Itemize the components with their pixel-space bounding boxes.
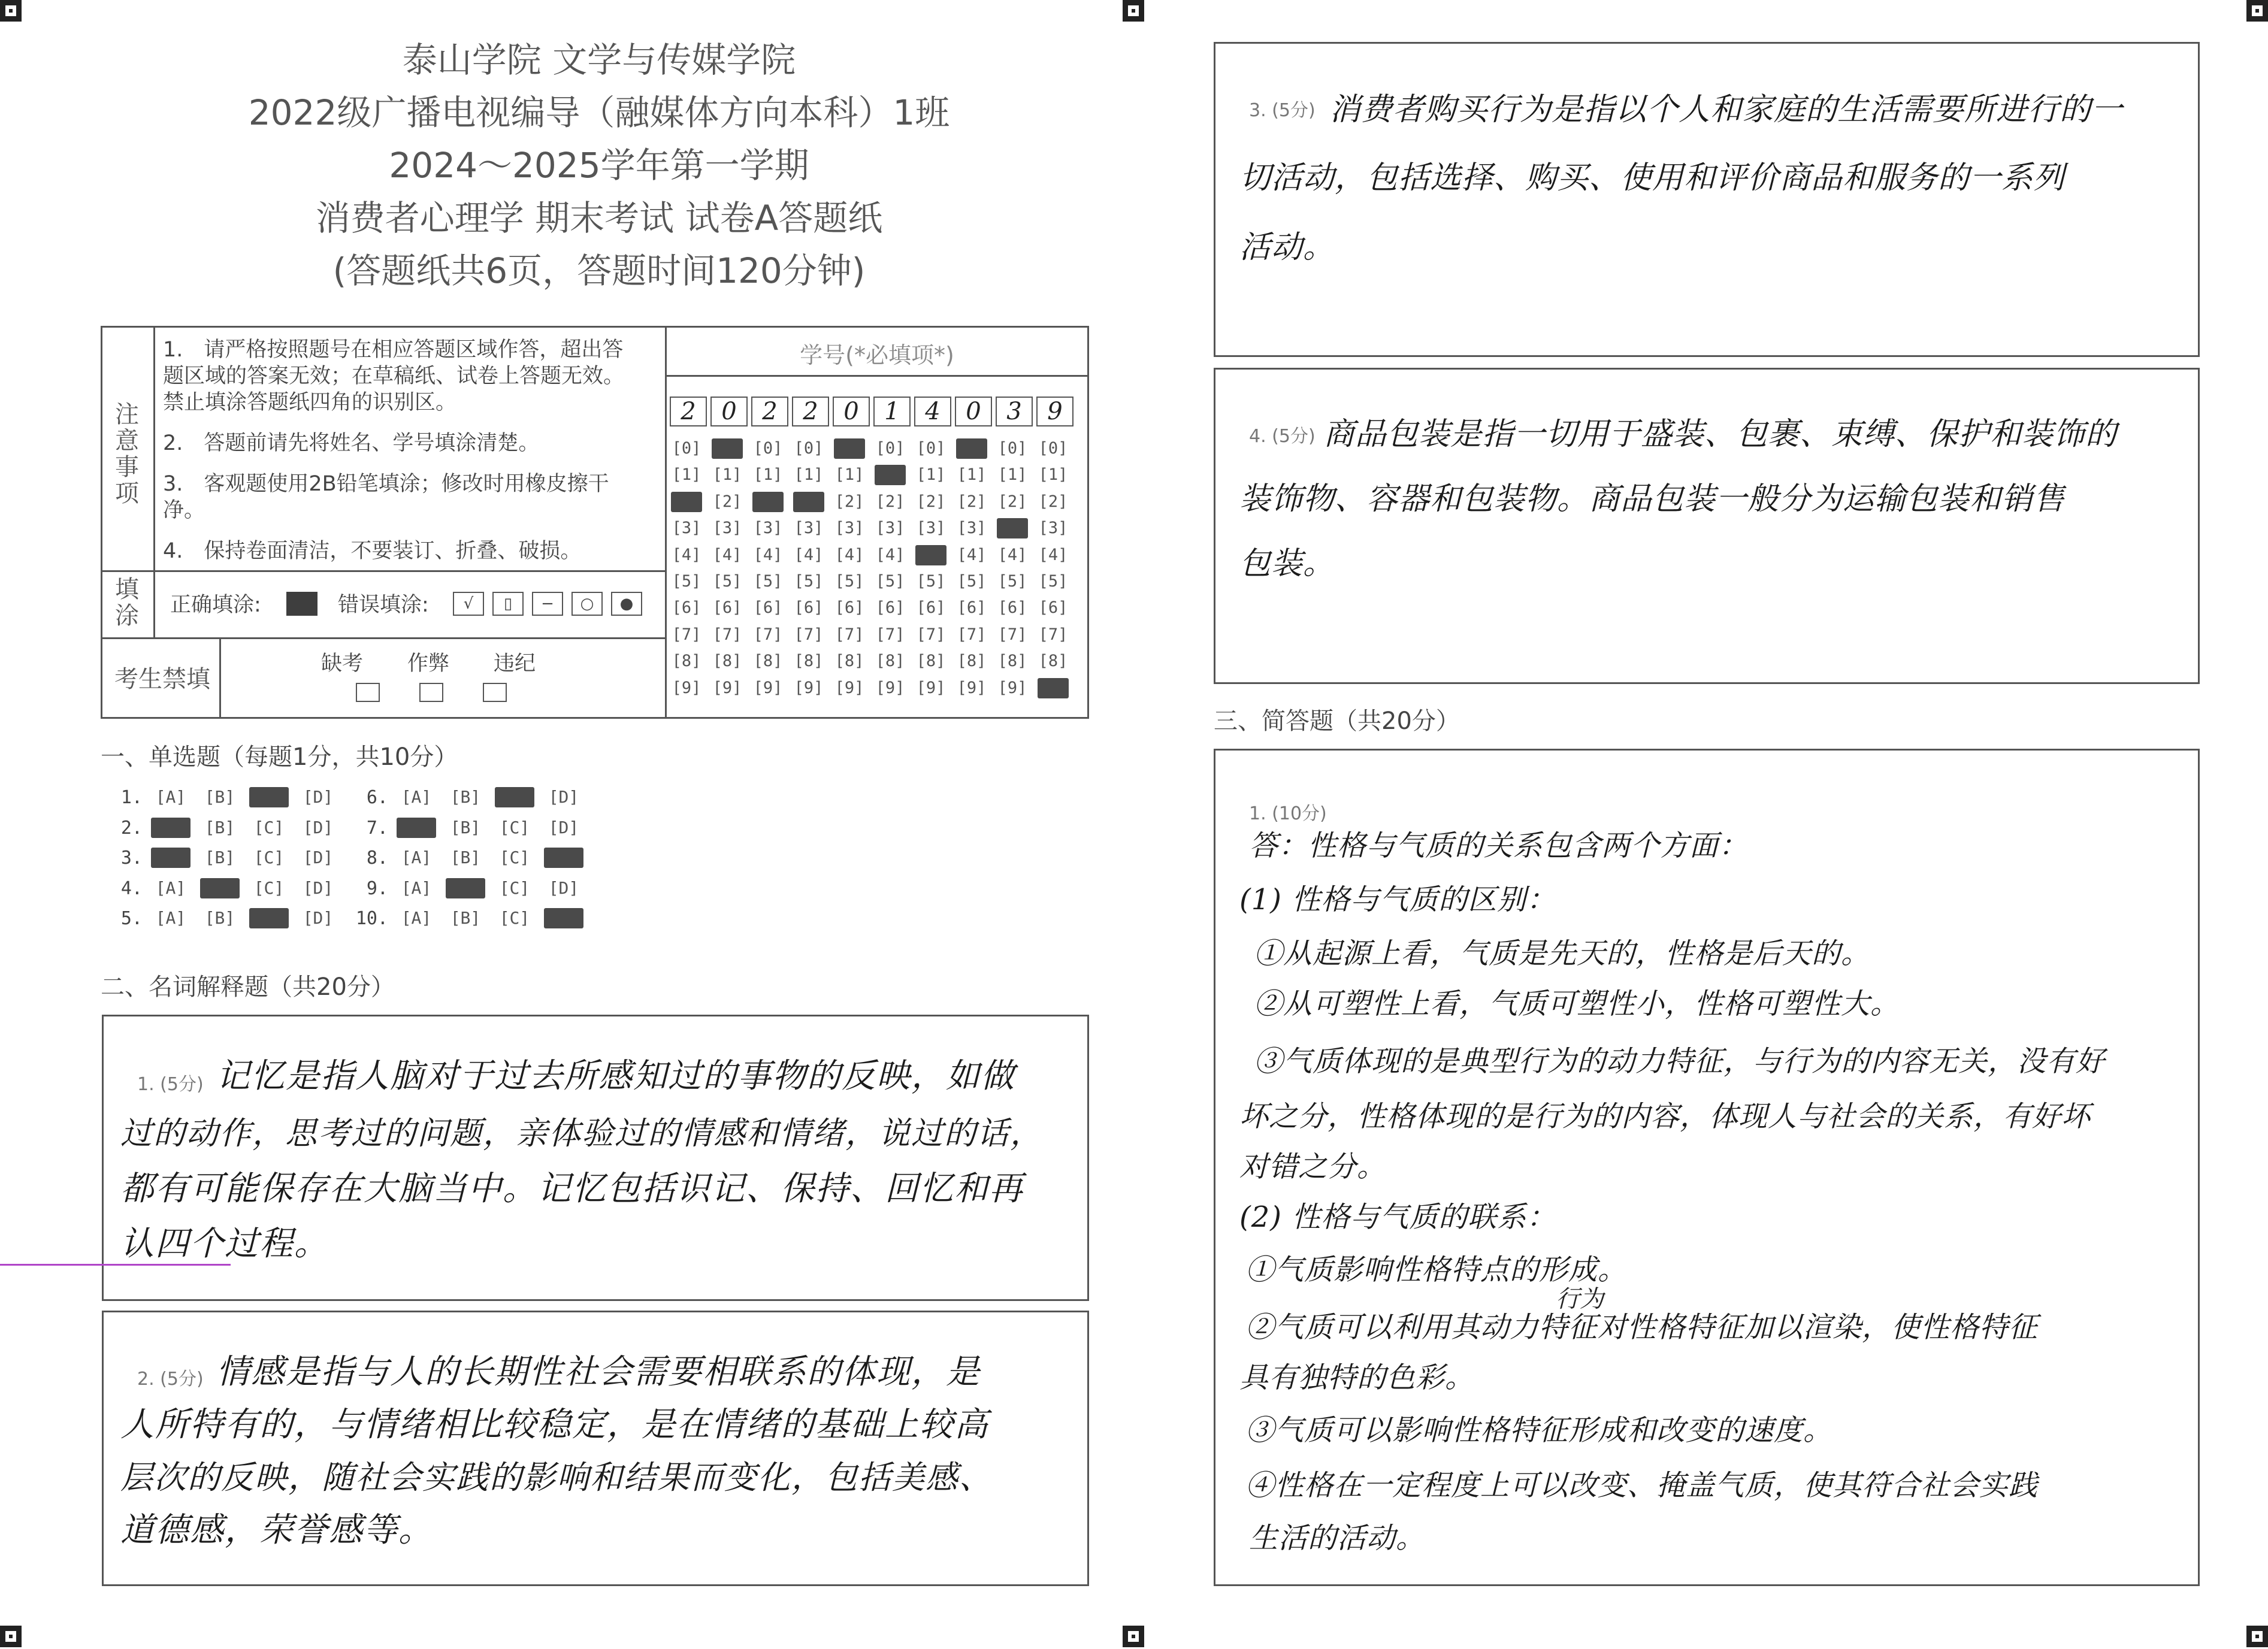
- forbidden-cheat-label: 作弊: [407, 652, 450, 676]
- student-id-bubble-c1-r3[interactable]: [3]: [672, 519, 701, 538]
- s2-q4-number: 4. (5分): [1249, 426, 1316, 447]
- student-id-bubble-c5-r6[interactable]: [6]: [834, 598, 864, 618]
- mc-q5-option-d[interactable]: [D]: [303, 908, 334, 928]
- student-id-bubble-c7-r2[interactable]: [2]: [916, 492, 946, 511]
- student-id-label: 学号(*必填项*): [800, 342, 954, 368]
- mc-q5-option-a[interactable]: [A]: [155, 908, 186, 928]
- student-id-bubble-c1-r8[interactable]: [8]: [672, 652, 701, 671]
- student-id-bubble-c2-r7[interactable]: [7]: [712, 625, 742, 644]
- header-line-info: (答题纸共6页，答题时间120分钟): [332, 250, 866, 291]
- student-id-bubble-c7-r1[interactable]: [1]: [916, 465, 946, 485]
- section1-title: 一、单选题（每题1分，共10分）: [101, 743, 458, 771]
- student-id-bubble-c1-r4[interactable]: [4]: [672, 545, 701, 564]
- student-id-bubble-c10-r7[interactable]: [7]: [1038, 625, 1068, 644]
- student-id-bubble-c5-r0[interactable]: [834, 438, 865, 459]
- fill-label: 填涂: [115, 576, 139, 630]
- student-id-bubble-c4-r4[interactable]: [4]: [794, 545, 824, 564]
- corner-marker-bottom-middle: [1123, 1626, 1144, 1647]
- s3-q1-line-4: ②从可塑性上看，气质可塑性小，性格可塑性大。: [1254, 987, 1900, 1021]
- mc-q9-option-d[interactable]: [D]: [548, 878, 579, 898]
- student-id-bubble-c6-r0[interactable]: [0]: [875, 439, 905, 458]
- student-id-bubble-c2-r8[interactable]: [8]: [712, 652, 742, 671]
- mc-q2-option-c[interactable]: [C]: [253, 817, 285, 837]
- student-id-digit-5: 0: [833, 397, 870, 426]
- mc-q2-option-b[interactable]: [B]: [204, 817, 235, 837]
- student-id-bubble-c2-r9[interactable]: [9]: [712, 678, 742, 697]
- student-id-bubble-c3-r7[interactable]: [7]: [753, 625, 783, 644]
- student-id-bubble-c3-r3[interactable]: [3]: [753, 519, 783, 538]
- mc-q10-option-d[interactable]: [544, 908, 583, 928]
- s2-q1-number: 1. (5分): [137, 1074, 204, 1095]
- student-id-bubble-c3-r9[interactable]: [9]: [753, 678, 783, 697]
- student-id-digit-1: 2: [670, 397, 707, 426]
- student-id-bubble-c6-r1[interactable]: [875, 465, 906, 485]
- s3-q1-line-14: 生活的活动。: [1249, 1521, 1426, 1555]
- student-id-bubble-c8-r2[interactable]: [2]: [957, 492, 987, 511]
- student-id-bubble-c2-r5[interactable]: [5]: [712, 572, 742, 591]
- s2-q4-line1: 商品包装是指一切用于盛装、包裹、束缚、保护和装饰的: [1323, 416, 2118, 452]
- mc-question-number-7: 7.: [366, 817, 388, 839]
- student-id-bubble-c6-r4[interactable]: [4]: [875, 545, 905, 564]
- student-id-bubble-c7-r9[interactable]: [9]: [916, 678, 946, 697]
- student-id-bubble-c2-r3[interactable]: [3]: [712, 519, 742, 538]
- student-id-bubble-c9-r4[interactable]: [4]: [997, 545, 1027, 564]
- corner-marker-top-middle: [1123, 0, 1144, 22]
- student-id-bubble-c9-r3[interactable]: [997, 518, 1028, 538]
- s3-q1-line-11: 具有独特的色彩。: [1239, 1361, 1475, 1394]
- student-id-bubble-c9-r8[interactable]: [8]: [997, 652, 1027, 671]
- mc-question-number-2: 2.: [120, 817, 143, 839]
- student-id-bubble-c6-r5[interactable]: [5]: [875, 572, 905, 591]
- mc-q2-option-d[interactable]: [D]: [303, 817, 334, 837]
- student-id-bubble-c10-r2[interactable]: [2]: [1038, 492, 1068, 511]
- student-id-bubble-c6-r8[interactable]: [8]: [875, 652, 905, 671]
- mc-q3-option-d[interactable]: [D]: [303, 848, 334, 867]
- header-line-class: 2022级广播电视编导（融媒体方向本科）1班: [248, 92, 950, 133]
- s3-q1-line-5: ③气质体现的是典型行为的动力特征，与行为的内容无关，没有好: [1254, 1045, 2106, 1078]
- mc-q8-option-b[interactable]: [B]: [450, 848, 481, 867]
- s2-q2-line2: 人所特有的，与情绪相比较稳定，是在情绪的基础上较高: [120, 1405, 989, 1444]
- student-id-bubble-c2-r4[interactable]: [4]: [712, 545, 742, 564]
- student-id-bubble-c5-r5[interactable]: [5]: [834, 572, 864, 591]
- student-id-bubble-c2-r0[interactable]: [712, 438, 743, 459]
- student-id-bubble-c5-r1[interactable]: [1]: [834, 465, 864, 485]
- s3-q1-insert-note: 行为: [1556, 1285, 1604, 1313]
- student-id-bubble-c10-r6[interactable]: [6]: [1038, 598, 1068, 618]
- student-id-bubble-c8-r9[interactable]: [9]: [957, 678, 987, 697]
- answer-box-s2-q1[interactable]: [102, 1015, 1089, 1301]
- correct-fill-sample: [286, 592, 317, 616]
- student-id-bubble-c9-r2[interactable]: [2]: [997, 492, 1027, 511]
- mc-question-number-9: 9.: [366, 878, 388, 899]
- mc-q1-option-a[interactable]: [A]: [155, 787, 186, 807]
- corner-marker-top-left: [0, 0, 22, 22]
- student-id-bubble-c8-r0[interactable]: [956, 438, 987, 459]
- student-id-bubble-c9-r7[interactable]: [7]: [997, 625, 1027, 644]
- mc-q10-option-b[interactable]: [B]: [450, 908, 481, 928]
- s2-q4-line3: 包装。: [1239, 546, 1335, 582]
- student-id-bubble-c5-r9[interactable]: [9]: [834, 678, 864, 697]
- student-id-bubble-c3-r5[interactable]: [5]: [753, 572, 783, 591]
- corner-marker-bottom-left: [0, 1626, 22, 1647]
- student-id-bubble-c4-r3[interactable]: [3]: [794, 519, 824, 538]
- forbidden-absent-label: 缺考: [321, 652, 364, 676]
- student-id-bubble-c1-r5[interactable]: [5]: [672, 572, 701, 591]
- student-id-bubble-c1-r2[interactable]: [671, 492, 702, 512]
- mc-q10-option-c[interactable]: [C]: [499, 908, 530, 928]
- student-id-bubble-c4-r6[interactable]: [6]: [794, 598, 824, 618]
- student-id-bubble-c7-r5[interactable]: [5]: [916, 572, 946, 591]
- mc-q8-option-a[interactable]: [A]: [401, 848, 432, 867]
- mc-q8-option-d[interactable]: [544, 848, 583, 868]
- student-id-bubble-c4-r0[interactable]: [0]: [794, 439, 824, 458]
- notice-item-1: 1. 请严格按照题号在相应答题区域作答，超出答题区域的答案无效；在草稿纸、试卷上答题无效。禁止填涂答题纸四角的识别区。: [163, 338, 625, 414]
- corner-marker-top-right: [2246, 0, 2268, 22]
- mc-q7-option-a[interactable]: [397, 818, 436, 838]
- s2-q3-number: 3. (5分): [1249, 100, 1316, 121]
- wrong-fill-label: 错误填涂:: [338, 593, 429, 617]
- mc-q6-option-d[interactable]: [D]: [548, 787, 579, 807]
- mc-q3-option-b[interactable]: [B]: [204, 848, 235, 867]
- s2-q1-line3: 都有可能保存在大脑当中。记忆包括识记、保持、回忆和再: [120, 1169, 1024, 1208]
- mc-q9-option-b[interactable]: [446, 878, 485, 898]
- student-id-bubble-c6-r7[interactable]: [7]: [875, 625, 905, 644]
- student-id-bubble-c2-r2[interactable]: [2]: [712, 492, 742, 511]
- section2-title: 二、名词解释题（共20分）: [101, 973, 395, 1001]
- student-id-bubble-c7-r3[interactable]: [3]: [916, 519, 946, 538]
- mc-q6-option-b[interactable]: [B]: [450, 787, 481, 807]
- mc-q9-option-a[interactable]: [A]: [401, 878, 432, 898]
- mc-q1-option-d[interactable]: [D]: [303, 787, 334, 807]
- student-id-bubble-c10-r1[interactable]: [1]: [1038, 465, 1068, 485]
- student-id-bubble-c4-r1[interactable]: [1]: [794, 465, 824, 485]
- student-id-bubble-c9-r6[interactable]: [6]: [997, 598, 1027, 618]
- s2-q3-line1: 消费者购买行为是指以个人和家庭的生活需要所进行的一: [1329, 92, 2124, 128]
- student-id-bubble-c10-r4[interactable]: [4]: [1038, 545, 1068, 564]
- correct-fill-label: 正确填涂:: [170, 593, 261, 617]
- student-id-bubble-c2-r1[interactable]: [1]: [712, 465, 742, 485]
- student-id-bubble-c3-r2[interactable]: [752, 492, 784, 512]
- student-id-bubble-c7-r0[interactable]: [0]: [916, 439, 946, 458]
- student-id-digit-2: 0: [710, 397, 748, 426]
- s3-q1-number: 1. (10分): [1249, 803, 1327, 824]
- mc-question-number-8: 8.: [366, 848, 388, 869]
- wrong-fill-dot: ●: [611, 592, 642, 616]
- student-id-bubble-c8-r8[interactable]: [8]: [957, 652, 987, 671]
- mc-question-number-1: 1.: [120, 787, 143, 808]
- student-id-bubble-c9-r0[interactable]: [0]: [997, 439, 1027, 458]
- header-line-school: 泰山学院 文学与传媒学院: [402, 40, 796, 80]
- student-id-bubble-c1-r1[interactable]: [1]: [672, 465, 701, 485]
- student-id-digit-6: 1: [873, 397, 911, 426]
- header-line-term: 2024～2025学年第一学期: [389, 145, 809, 186]
- s3-q1-line-10: ②气质可以利用其动力特征对性格特征加以渲染，使性格特征: [1245, 1311, 2039, 1344]
- student-id-bubble-c2-r6[interactable]: [6]: [712, 598, 742, 618]
- student-id-bubble-c9-r9[interactable]: [9]: [997, 678, 1027, 697]
- stray-pen-line: [0, 1264, 231, 1266]
- student-id-bubble-c10-r0[interactable]: [0]: [1038, 439, 1068, 458]
- student-id-bubble-c4-r7[interactable]: [7]: [794, 625, 824, 644]
- mc-q7-option-b[interactable]: [B]: [450, 817, 481, 837]
- student-id-bubble-c7-r6[interactable]: [6]: [916, 598, 946, 618]
- student-id-bubble-c10-r3[interactable]: [3]: [1038, 519, 1068, 538]
- s3-q1-line-2: (1) 性格与气质的区别：: [1239, 883, 1556, 916]
- mc-q4-option-c[interactable]: [C]: [253, 878, 285, 898]
- student-id-bubble-c8-r5[interactable]: [5]: [957, 572, 987, 591]
- student-id-bubble-c3-r6[interactable]: [6]: [753, 598, 783, 618]
- student-id-bubble-c1-r9[interactable]: [9]: [672, 678, 701, 697]
- s2-q1-line4: 认四个过程。: [120, 1224, 329, 1263]
- student-id-bubble-c6-r2[interactable]: [2]: [875, 492, 905, 511]
- student-id-bubble-c6-r9[interactable]: [9]: [875, 678, 905, 697]
- student-id-bubble-c7-r8[interactable]: [8]: [916, 652, 946, 671]
- forbidden-cheat-checkbox[interactable]: [419, 683, 443, 702]
- answer-box-s2-q3[interactable]: [1214, 42, 2200, 357]
- answer-box-s2-q4[interactable]: [1214, 368, 2200, 684]
- student-id-bubble-c1-r6[interactable]: [6]: [672, 598, 701, 618]
- student-id-bubble-c7-r4[interactable]: [915, 545, 946, 565]
- corner-marker-bottom-right: [2246, 1626, 2268, 1647]
- s3-q1-line-1: 答：性格与气质的关系包含两个方面：: [1249, 829, 1749, 863]
- student-id-bubble-c6-r6[interactable]: [6]: [875, 598, 905, 618]
- answer-box-s3-q1[interactable]: [1214, 749, 2200, 1586]
- s2-q1-line2: 过的动作，思考过的问题，亲体验过的情感和情绪，说过的话，: [120, 1115, 1043, 1152]
- s2-q3-line2: 切活动，包括选择、购买、使用和评价商品和服务的一系列: [1239, 160, 2066, 196]
- mc-q7-option-c[interactable]: [C]: [499, 817, 530, 837]
- s2-q2-line1: 情感是指与人的长期性社会需要相联系的体现，是: [216, 1353, 981, 1391]
- student-id-bubble-c4-r5[interactable]: [5]: [794, 572, 824, 591]
- student-id-bubble-c5-r3[interactable]: [3]: [834, 519, 864, 538]
- mc-q4-option-a[interactable]: [A]: [155, 878, 186, 898]
- student-id-bubble-c1-r7[interactable]: [7]: [672, 625, 701, 644]
- s3-q1-line-12: ③气质可以影响性格特征形成和改变的速度。: [1245, 1414, 1833, 1447]
- mc-q6-option-a[interactable]: [A]: [401, 787, 432, 807]
- s3-q1-line-3: ①从起源上看，气质是先天的，性格是后天的。: [1254, 937, 1871, 970]
- answer-box-s2-q2[interactable]: [102, 1311, 1089, 1586]
- student-id-bubble-c3-r8[interactable]: [8]: [753, 652, 783, 671]
- student-id-bubble-c8-r1[interactable]: [1]: [957, 465, 987, 485]
- mc-q4-option-d[interactable]: [D]: [303, 878, 334, 898]
- notice-item-2: 2. 答题前请先将姓名、学号填涂清楚。: [163, 431, 540, 455]
- mc-q7-option-d[interactable]: [D]: [548, 817, 579, 837]
- mc-q3-option-a[interactable]: [151, 848, 190, 868]
- notice-item-4: 4. 保持卷面清洁，不要装订、折叠、破损。: [163, 539, 582, 563]
- student-id-digit-4: 2: [792, 397, 829, 426]
- student-id-bubble-c4-r8[interactable]: [8]: [794, 652, 824, 671]
- wrong-fill-check: √: [453, 592, 484, 616]
- student-id-bubble-c5-r2[interactable]: [2]: [834, 492, 864, 511]
- mc-question-number-6: 6.: [366, 787, 388, 808]
- mc-question-number-10: 10.: [355, 908, 388, 929]
- mc-q9-option-c[interactable]: [C]: [499, 878, 530, 898]
- student-id-bubble-c8-r7[interactable]: [7]: [957, 625, 987, 644]
- mc-q4-option-b[interactable]: [200, 878, 240, 898]
- mc-question-number-3: 3.: [120, 848, 143, 869]
- mc-question-number-4: 4.: [120, 878, 143, 899]
- student-id-bubble-c5-r4[interactable]: [4]: [834, 545, 864, 564]
- mc-q3-option-c[interactable]: [C]: [253, 848, 285, 867]
- mc-q2-option-a[interactable]: [151, 818, 190, 838]
- student-id-digit-9: 3: [996, 397, 1033, 426]
- student-id-bubble-c8-r6[interactable]: [6]: [957, 598, 987, 618]
- mc-q10-option-a[interactable]: [A]: [401, 908, 432, 928]
- s3-q1-line-6: 坏之分，性格体现的是行为的内容，体现人与社会的关系，有好坏: [1239, 1100, 2091, 1133]
- forbidden-violation-label: 违纪: [494, 652, 536, 676]
- mc-question-number-5: 5.: [120, 908, 143, 929]
- student-id-bubble-c10-r8[interactable]: [8]: [1038, 652, 1068, 671]
- s2-q1-line1: 记忆是指人脑对于过去所感知过的事物的反映，如做: [216, 1057, 1015, 1096]
- student-id-bubble-c9-r5[interactable]: [5]: [997, 572, 1027, 591]
- student-id-bubble-c4-r9[interactable]: [9]: [794, 678, 824, 697]
- wrong-fill-circle: ○: [571, 592, 603, 616]
- notice-label: 注意事项: [115, 401, 139, 507]
- student-id-bubble-c5-r7[interactable]: [7]: [834, 625, 864, 644]
- s2-q2-number: 2. (5分): [137, 1369, 204, 1390]
- forbidden-label: 考生禁填: [114, 665, 210, 693]
- notice-item-3: 3. 客观题使用2B铅笔填涂；修改时用橡皮擦干净。: [163, 472, 609, 522]
- wrong-fill-half: ▯: [492, 592, 524, 616]
- student-id-digit-8: 0: [955, 397, 992, 426]
- student-id-bubble-c5-r8[interactable]: [8]: [834, 652, 864, 671]
- student-id-bubble-c3-r4[interactable]: [4]: [753, 545, 783, 564]
- wrong-fill-dash: −: [532, 592, 563, 616]
- mc-q5-option-c[interactable]: [249, 908, 289, 928]
- student-id-bubble-c3-r1[interactable]: [1]: [753, 465, 783, 485]
- mc-q5-option-b[interactable]: [B]: [204, 908, 235, 928]
- s3-q1-line-13: ④性格在一定程度上可以改变、掩盖气质，使其符合社会实践: [1245, 1469, 2039, 1502]
- student-id-bubble-c6-r3[interactable]: [3]: [875, 519, 905, 538]
- s3-q1-line-8: (2) 性格与气质的联系：: [1239, 1200, 1556, 1234]
- student-id-bubble-c4-r2[interactable]: [793, 492, 824, 512]
- header-line-exam: 消费者心理学 期末考试 试卷A答题纸: [315, 198, 883, 238]
- student-id-bubble-c10-r5[interactable]: [5]: [1038, 572, 1068, 591]
- mc-q1-option-c[interactable]: [249, 787, 289, 807]
- s2-q2-line3: 层次的反映，随社会实践的影响和结果而变化，包括美感、: [120, 1459, 993, 1496]
- s3-q1-line-9: ①气质影响性格特点的形成。: [1245, 1253, 1628, 1287]
- student-id-digit-7: 4: [914, 397, 951, 426]
- student-id-bubble-c9-r1[interactable]: [1]: [997, 465, 1027, 485]
- mc-q6-option-c[interactable]: [495, 787, 534, 807]
- student-id-bubble-c8-r3[interactable]: [3]: [957, 519, 987, 538]
- mc-q8-option-c[interactable]: [C]: [499, 848, 530, 867]
- s2-q3-line3: 活动。: [1239, 229, 1335, 265]
- s2-q4-line2: 装饰物、容器和包装物。商品包装一般分为运输包装和销售: [1239, 481, 2066, 517]
- student-id-bubble-c7-r7[interactable]: [7]: [916, 625, 946, 644]
- student-id-bubble-c8-r4[interactable]: [4]: [957, 545, 987, 564]
- mc-q1-option-b[interactable]: [B]: [204, 787, 235, 807]
- student-id-bubble-c3-r0[interactable]: [0]: [753, 439, 783, 458]
- student-id-digit-10: 9: [1036, 397, 1073, 426]
- s3-q1-line-7: 对错之分。: [1239, 1150, 1387, 1184]
- section3-title: 三、简答题（共20分）: [1214, 707, 1460, 735]
- student-id-digit-3: 2: [751, 397, 788, 426]
- student-id-bubble-c1-r0[interactable]: [0]: [672, 439, 701, 458]
- forbidden-absent-checkbox[interactable]: [356, 683, 380, 702]
- s2-q2-line4: 道德感，荣誉感等。: [120, 1511, 433, 1550]
- student-id-bubble-c10-r9[interactable]: [1038, 678, 1069, 698]
- forbidden-violation-checkbox[interactable]: [483, 683, 507, 702]
